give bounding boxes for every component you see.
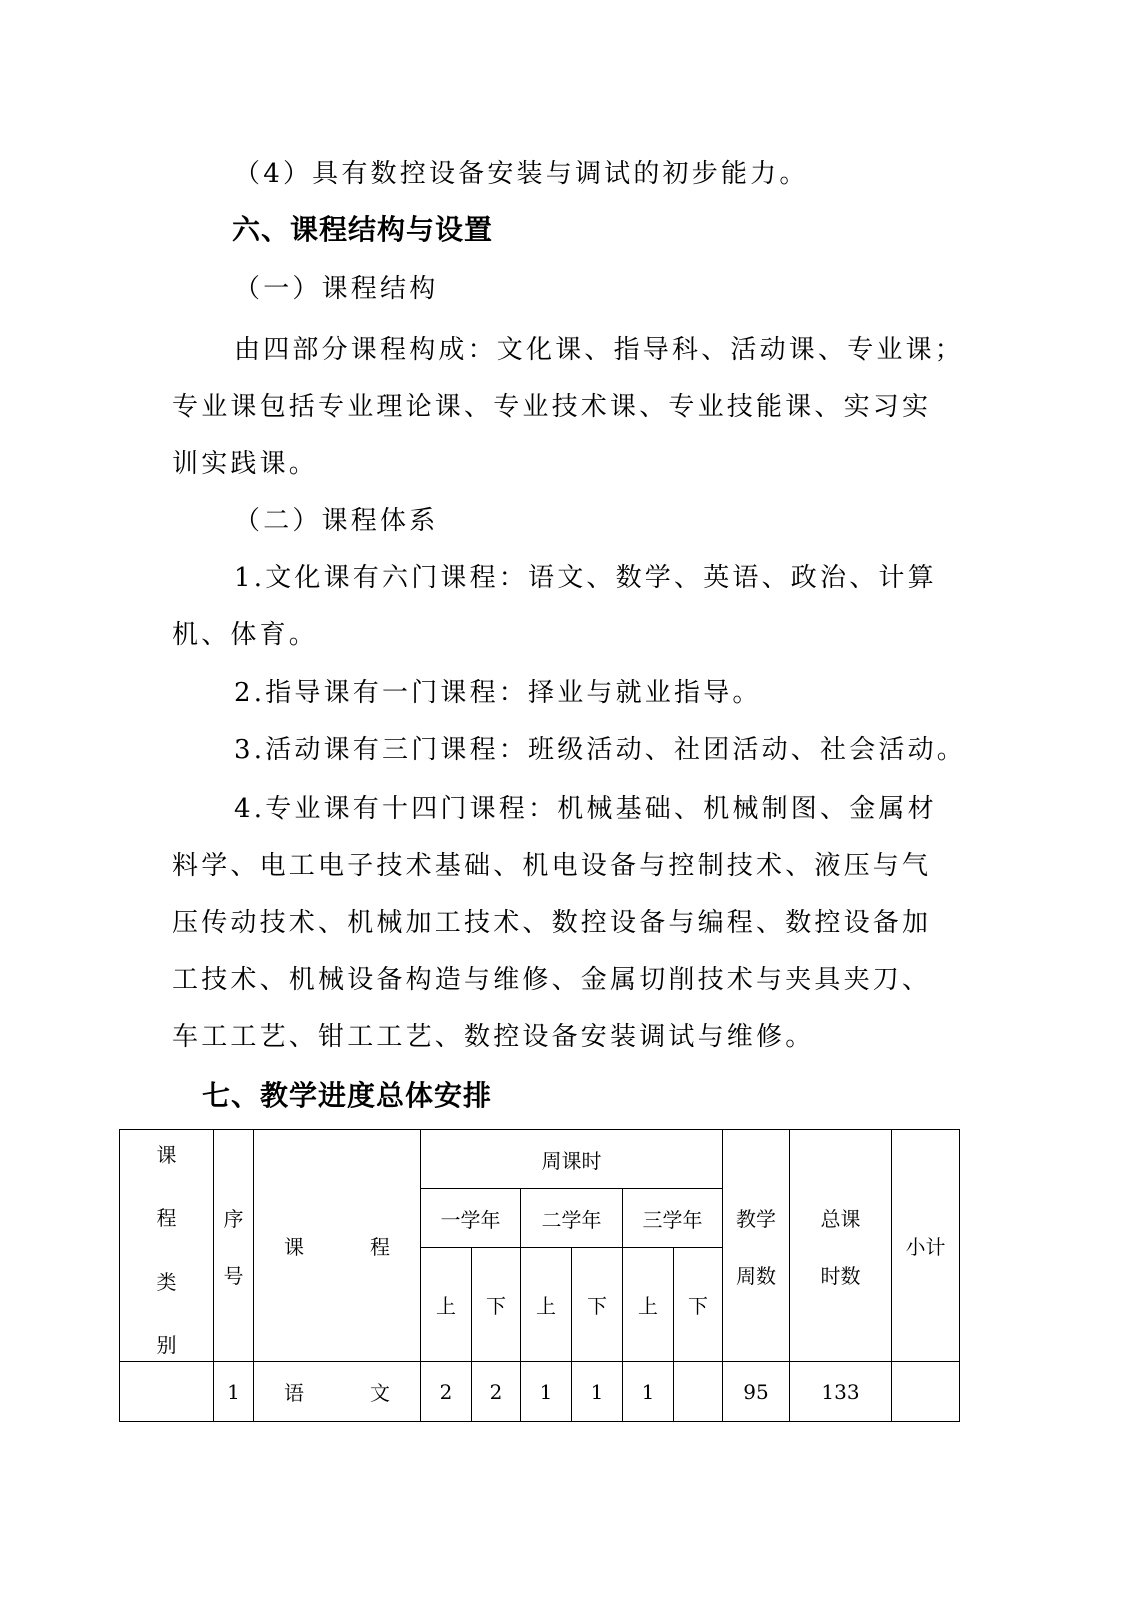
term-header: 下 xyxy=(472,1248,521,1362)
term-header: 下 xyxy=(674,1248,723,1362)
year-header: 一学年 xyxy=(421,1189,521,1248)
paragraph-line: （4）具有数控设备安装与调试的初步能力。 xyxy=(234,159,809,189)
weekly-hours-header: 周课时 xyxy=(421,1130,723,1189)
weeks-cell: 95 xyxy=(723,1362,790,1422)
table-row xyxy=(120,1362,960,1422)
course-cell: 语 文 xyxy=(254,1362,421,1422)
category-cell xyxy=(120,1362,214,1422)
term-cell: 1 xyxy=(623,1362,674,1422)
course-header: 课 程 xyxy=(254,1130,421,1362)
section-heading: 六、课程结构与设置 xyxy=(232,213,494,246)
total-cell: 133 xyxy=(790,1362,892,1422)
term-cell: 1 xyxy=(521,1362,572,1422)
subtotal-cell xyxy=(892,1362,960,1422)
term-header: 上 xyxy=(521,1248,572,1362)
subsection-heading: （一）课程结构 xyxy=(234,274,439,304)
paragraph-line: 1.文化课有六门课程：语文、数学、英语、政治、计算 xyxy=(234,563,937,593)
term-cell: 1 xyxy=(572,1362,623,1422)
subsection-heading: （二）课程体系 xyxy=(234,506,439,536)
term-cell: 2 xyxy=(421,1362,472,1422)
paragraph-line: 料学、电工电子技术基础、机电设备与控制技术、液压与气 xyxy=(172,851,932,881)
paragraph-line: 压传动技术、机械加工技术、数控设备与编程、数控设备加 xyxy=(172,908,932,938)
paragraph-line: 专业课包括专业理论课、专业技术课、专业技能课、实习实 xyxy=(172,392,932,422)
seq-cell: 1 xyxy=(214,1362,254,1422)
year-header: 三学年 xyxy=(623,1189,723,1248)
category-header: 课 程 类 别 xyxy=(120,1130,214,1362)
paragraph-line: 由四部分课程构成：文化课、指导科、活动课、专业课； xyxy=(234,335,965,365)
subtotal-header: 小计 xyxy=(892,1130,960,1362)
term-cell: 2 xyxy=(472,1362,521,1422)
paragraph-line: 训实践课。 xyxy=(172,449,319,479)
term-header: 上 xyxy=(421,1248,472,1362)
paragraph-line: 工技术、机械设备构造与维修、金属切削技术与夹具夹刀、 xyxy=(172,965,932,995)
schedule-table xyxy=(119,1129,960,1422)
paragraph-line: 机、体育。 xyxy=(172,620,319,650)
term-header: 上 xyxy=(623,1248,674,1362)
term-header: 下 xyxy=(572,1248,623,1362)
paragraph-line: 4.专业课有十四门课程：机械基础、机械制图、金属材 xyxy=(234,794,937,824)
term-cell xyxy=(674,1362,723,1422)
section-heading: 七、教学进度总体安排 xyxy=(202,1079,493,1112)
paragraph-line: 车工工艺、钳工工艺、数控设备安装调试与维修。 xyxy=(172,1022,815,1052)
total-hours-header: 总课 时数 xyxy=(790,1130,892,1362)
teaching-weeks-header: 教学 周数 xyxy=(723,1130,790,1362)
paragraph-line: 3.活动课有三门课程：班级活动、社团活动、社会活动。 xyxy=(234,735,967,765)
seq-header: 序 号 xyxy=(214,1130,254,1362)
year-header: 二学年 xyxy=(521,1189,623,1248)
paragraph-line: 2.指导课有一门课程：择业与就业指导。 xyxy=(234,678,762,708)
